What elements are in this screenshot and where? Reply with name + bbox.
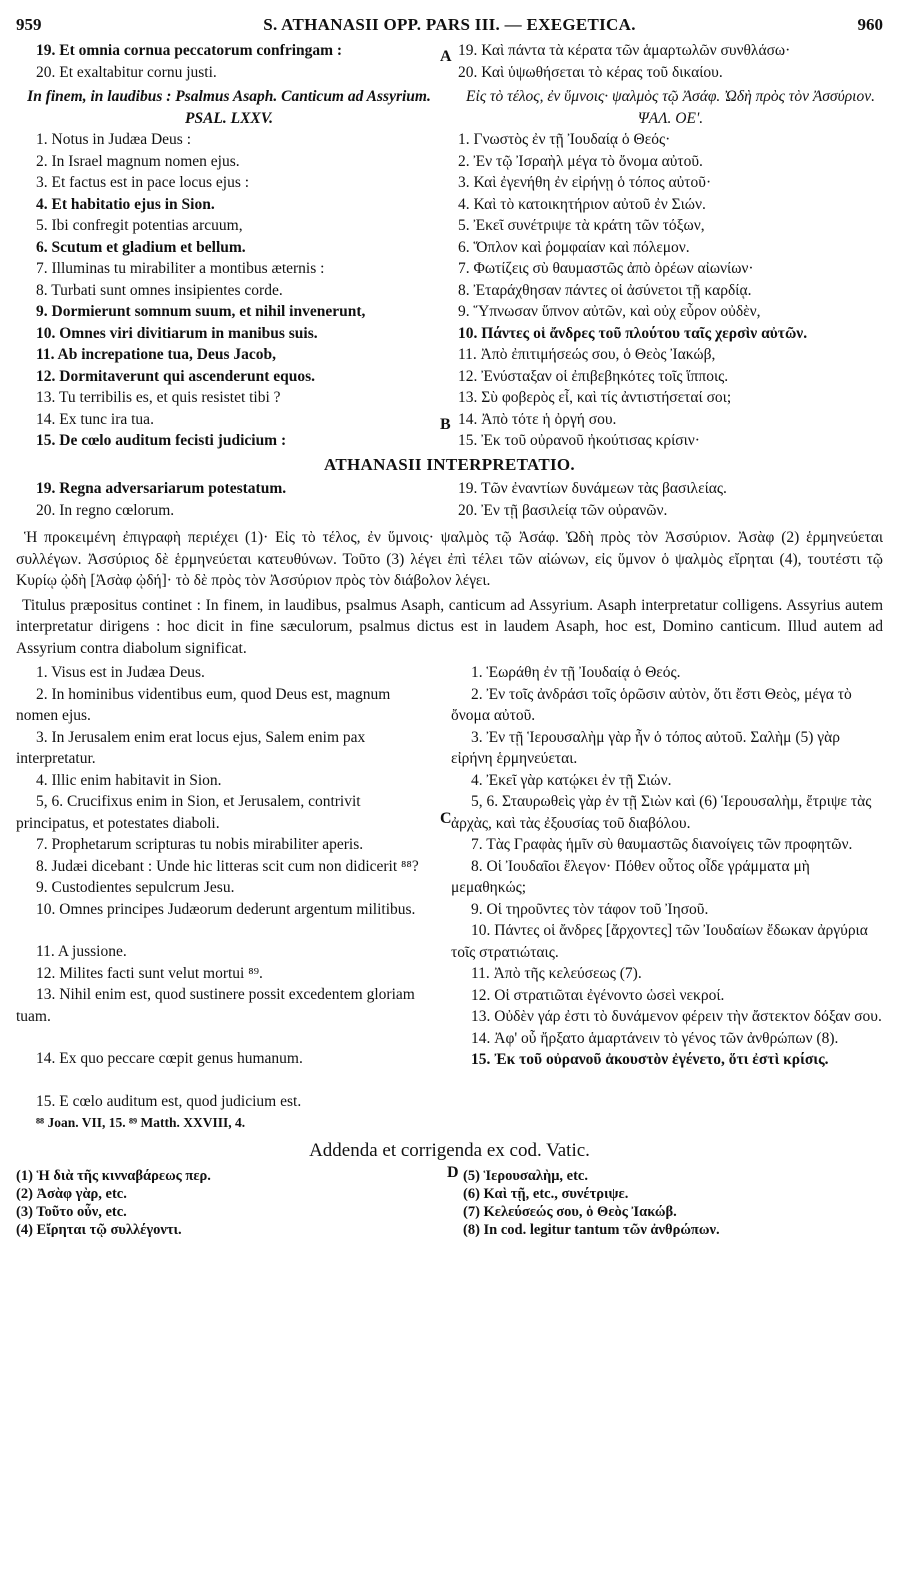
latin-verse: 19. Regna adversariarum potestatum. xyxy=(36,480,287,497)
greek-commentary-verse: 3. Ἐν τῇ Ἱερουσαλὴμ γὰρ ἦν ὁ τόπος αὐτοῦ. Σαλὴμ (5) γὰρ εἰρήνη ἑρμηνεύεται. xyxy=(451,728,840,767)
verse-row xyxy=(16,500,883,522)
greek-commentary-verse: 14. Ἀφ' οὗ ἤρξατο ἁμαρτάνειν τὸ γένος τῶν ἀνθρώπων (8). xyxy=(471,1029,839,1047)
greek-commentary-verse: 11. Ἀπὸ τῆς κελεύσεως (7). xyxy=(471,965,642,982)
greek-verse: 2. Ἐν τῷ Ἰσραὴλ μέγα τὸ ὄνομα αὐτοῦ. xyxy=(458,152,703,170)
margin-marker-c: C xyxy=(440,810,452,827)
latin-verse: 2. In Israel magnum nomen ejus. xyxy=(36,152,240,170)
greek-verse: 1. Γνωστὸς ἐν τῇ Ἰουδαίᾳ ὁ Θεός· xyxy=(458,131,671,148)
greek-verse: 4. Καὶ τὸ κατοικητήριον αὐτοῦ ἐν Σιών. xyxy=(458,195,706,213)
greek-commentary-verse: 10. Πάντες οἱ ἄνδρες [ἄρχοντες] τῶν Ἰουδαίων ἔδωκαν ἀργύρια τοῖς στρατιώταις. xyxy=(451,922,868,961)
latin-commentary-verse: 10. Omnes principes Judæorum dederunt argentum militibus. xyxy=(36,900,416,918)
greek-commentary-verse: 13. Οὐδὲν γάρ ἐστι τὸ δυνάμενον φέρειν τὴν ἄστεκτον δόξαν σου. xyxy=(471,1008,882,1025)
commentary-columns xyxy=(16,662,883,1134)
latin-verse: 19. Et omnia cornua peccatorum confringam : xyxy=(36,42,343,59)
verse-row xyxy=(16,215,883,237)
latin-verse: 7. Illuminas tu mirabiliter a montibus æternis : xyxy=(36,260,325,277)
greek-verse: 7. Φωτίζεις σὺ θαυμαστῶς ἀπὸ ὀρέων αἰωνίων· xyxy=(458,260,754,277)
latin-verse: 11. Ab increpatione tua, Deus Jacob, xyxy=(36,346,276,363)
latin-commentary-verse: 11. A jussione. xyxy=(36,943,127,960)
greek-commentary-verse: 9. Οἱ τηροῦντες τὸν τάφον τοῦ Ἰησοῦ. xyxy=(471,900,709,918)
verse-row xyxy=(16,478,883,500)
addenda-right-column xyxy=(463,1167,883,1239)
running-title: S. ATHANASII OPP. PARS III. — EXEGETICA. xyxy=(263,15,636,34)
page-number-right: 960 xyxy=(857,15,883,34)
greek-verse: 15. Ἐκ τοῦ οὐρανοῦ ἠκούτισας κρίσιν· xyxy=(458,432,700,449)
greek-verse: 13. Σὺ φοβερὸς εἶ, καὶ τίς ἀντιστήσεταί σοι; xyxy=(458,389,732,406)
latin-commentary-verse: 15. E cœlo auditum est, quod judicium est. xyxy=(36,1092,302,1110)
greek-commentary-verse: 1. Ἑωράθη ἐν τῇ Ἰουδαίᾳ ὁ Θεός. xyxy=(471,664,681,681)
verse-row xyxy=(16,301,883,323)
greek-verse: 5. Ἐκεῖ συνέτριψε τὰ κράτη τῶν τόξων, xyxy=(458,217,705,234)
verse-row xyxy=(16,344,883,366)
psalm-title xyxy=(16,86,883,129)
greek-verse: 10. Πάντες οἱ ἄνδρες τοῦ πλούτου ταῖς χερσὶν αὐτῶν. xyxy=(458,324,808,342)
latin-commentary-verse: 1. Visus est in Judæa Deus. xyxy=(36,664,205,681)
latin-verse: 3. Et factus est in pace locus ejus : xyxy=(36,174,250,191)
latin-verse: 8. Turbati sunt omnes insipientes corde. xyxy=(36,281,283,299)
latin-commentary-verse: 9. Custodientes sepulcrum Jesu. xyxy=(36,879,235,896)
addenda-heading: Addenda et corrigenda ex cod. Vatic. xyxy=(309,1139,590,1161)
greek-commentary-verse: 15. Ἐκ τοῦ οὐρανοῦ ἀκουστὸν ἐγένετο, ὅτι ἐστὶ κρίσις. xyxy=(471,1051,829,1068)
greek-commentary-verse: 7. Τὰς Γραφὰς ἡμῖν σὺ θαυμαστῶς διανοίγεις τῶν προφητῶν. xyxy=(471,836,853,853)
greek-commentary-column xyxy=(451,662,883,1134)
greek-verse: 11. Ἀπὸ ἐπιτιμήσεώς σου, ὁ Θεὸς Ἰακώβ, xyxy=(458,346,716,363)
greek-commentary-verse: 8. Οἱ Ἰουδαῖοι ἔλεγον· Πόθεν οὗτος οἶδε γράμματα μὴ μεμαθηκώς; xyxy=(451,857,810,896)
addenda-item: (2) Ἀσὰφ γὰρ, etc. xyxy=(16,1186,127,1202)
latin-commentary-verse: 7. Prophetarum scripturas tu nobis mirabiliter aperis. xyxy=(36,836,364,853)
greek-verse: 9. Ὕπνωσαν ὕπνον αὐτῶν, καὶ οὐχ εὗρον οὐδὲν, xyxy=(458,303,761,320)
greek-verse: 3. Καὶ ἐγενήθη ἐν εἰρήνῃ ὁ τόπος αὐτοῦ· xyxy=(458,174,712,191)
latin-commentary-column xyxy=(16,662,436,1134)
greek-verse: 12. Ἐνύσταξαν οἱ ἐπιβεβηκότες τοῖς ἵπποις. xyxy=(458,367,729,385)
psalm-75-verses xyxy=(16,129,883,452)
latin-verse: 14. Ex tunc ira tua. xyxy=(36,410,154,428)
latin-verse: 12. Dormitaverunt qui ascenderunt equos. xyxy=(36,367,316,385)
verse-row xyxy=(16,129,883,151)
verse-row xyxy=(16,280,883,302)
latin-verse: 4. Et habitatio ejus in Sion. xyxy=(36,195,215,213)
greek-verse: 14. Ἀπὸ τότε ἡ ὀργή σου. xyxy=(458,410,617,428)
addenda-item: (7) Κελεύσεώς σου, ὁ Θεὸς Ἰακώβ. xyxy=(463,1204,677,1220)
interpretatio-heading: ATHANASII INTERPRETATIO. xyxy=(324,454,575,474)
verse-row xyxy=(16,172,883,194)
verse-row xyxy=(16,387,883,409)
addenda-item: (5) Ἱερουσαλὴμ, etc. xyxy=(463,1168,588,1184)
psalm-title-row xyxy=(16,86,883,129)
latin-verse: 5. Ibi confregit potentias arcuum, xyxy=(36,217,243,234)
latin-verse: 13. Tu terribilis es, et quis resistet tibi ? xyxy=(36,389,281,406)
greek-commentary-verse: 4. Ἐκεῖ γὰρ κατῴκει ἐν τῇ Σιών. xyxy=(471,771,672,789)
greek-verse: 19. Τῶν ἐναντίων δυνάμεων τὰς βασιλείας. xyxy=(458,480,727,497)
addenda-item: (3) Τοῦτο οὖν, etc. xyxy=(16,1204,127,1220)
verse-row xyxy=(16,258,883,280)
latin-commentary-verse: 5, 6. Crucifixus enim in Sion, et Jerusalem, contrivit principatus, et potestates diaboli. xyxy=(16,793,361,832)
latin-commentary-verse: 13. Nihil enim est, quod sustinere possit excedentem gloriam tuam. xyxy=(16,986,415,1025)
addenda-item: (4) Εἴρηται τῷ συλλέγοντι. xyxy=(16,1222,182,1238)
addenda-item: (8) In cod. legitur tantum τῶν ἀνθρώπων. xyxy=(463,1222,720,1238)
latin-verse: 20. In regno cœlorum. xyxy=(36,501,175,519)
verse-row xyxy=(16,323,883,345)
interpretatio-top-verses xyxy=(16,478,883,521)
greek-commentary-verse: 2. Ἐν τοῖς ἀνδράσι τοῖς ὁρῶσιν αὐτὸν, ὅτι ἔστι Θεὸς, μέγα τὸ ὄνομα αὐτοῦ. xyxy=(451,685,852,724)
latin-commentary-verse: 4. Illic enim habitavit in Sion. xyxy=(36,771,222,789)
addenda-left-column xyxy=(16,1167,436,1239)
latin-commentary-verse: 8. Judæi dicebant : Unde hic litteras scit cum non didicerit ⁸⁸? xyxy=(36,857,419,875)
verse-row xyxy=(16,237,883,259)
footnote: ⁸⁸ Joan. VII, 15. ⁸⁹ Matth. XXVIII, 4. xyxy=(36,1115,246,1130)
verse-row xyxy=(16,366,883,388)
latin-verse: 15. De cœlo auditum fecisti judicium : xyxy=(36,432,287,449)
greek-commentary-verse: 12. Οἱ στρατιῶται ἐγένοντο ὡσεὶ νεκροί. xyxy=(471,986,725,1004)
latin-verse: 6. Scutum et gladium et bellum. xyxy=(36,238,246,256)
margin-marker-a: A xyxy=(440,48,452,65)
latin-verse: 1. Notus in Judæa Deus : xyxy=(36,131,191,148)
page-number-left: 959 xyxy=(16,15,42,34)
latin-verse: 20. Et exaltabitur cornu justi. xyxy=(36,63,217,81)
greek-verse: 8. Ἐταράχθησαν πάντες οἱ ἀσύνετοι τῇ καρδίᾳ. xyxy=(458,281,752,299)
greek-commentary-verse: 5, 6. Σταυρωθεὶς γὰρ ἐν τῇ Σιὼν καὶ (6) Ἱερουσαλὴμ, ἔτριψε τὰς ἀρχὰς, καὶ τὰς ἐξουσίας τοῦ διαβόλου. xyxy=(451,793,872,832)
latin-title-commentary: Titulus præpositus continet : In finem, in laudibus, psalmus Asaph, canticum ad Assyrium. Asaph interpretatur colligens. Assyrius autem interpretatur dirigens : hoc dicit in fine sæculorum, psalmus dictus est in laudem Asaph, hoc est, Domino canticum. Illud autem ad Assyrium contra diabolum significat. xyxy=(16,596,883,657)
verse-row xyxy=(16,194,883,216)
latin-commentary-verse: 12. Milites facti sunt velut mortui ⁸⁹. xyxy=(36,964,263,982)
running-header xyxy=(16,14,883,40)
greek-verse: 6. Ὅπλον καὶ ῥομφαίαν καὶ πόλεμον. xyxy=(458,238,690,256)
addenda-item: (1) Ἡ διὰ τῆς κινναβάρεως περ. xyxy=(16,1168,211,1184)
addenda-item: (6) Καὶ τῇ, etc., συνέτριψε. xyxy=(463,1186,629,1202)
margin-marker-b: B xyxy=(440,416,451,433)
latin-verse: 9. Dormierunt somnum suum, et nihil invenerunt, xyxy=(36,303,366,320)
latin-psalm-title: In finem, in laudibus : Psalmus Asaph. Canticum ad Assyrium. PSAL. LXXV. xyxy=(27,88,431,127)
latin-commentary-verse: 3. In Jerusalem enim erat locus ejus, Salem enim pax interpretatur. xyxy=(16,728,366,767)
verse-row xyxy=(16,151,883,173)
greek-verse: 19. Καὶ πάντα τὰ κέρατα τῶν ἁμαρτωλῶν συνθλάσω· xyxy=(458,42,791,59)
greek-title-commentary: Ἡ προκειμένη ἐπιγραφὴ περιέχει (1)· Εἰς τὸ τέλος, ἐν ὕμνοις· ψαλμὸς τῷ Ἀσάφ. Ὠδὴ πρὸς τὸν Ἀσσύριον. Ἀσὰφ (2) ἑρμηνεύεται συλλέγων. Ἀσσύριος δὲ ἑρμηνεύεται κατευθύνων. Τοῦτο (3) λέγει ἐπὶ τέλει τῶν αἰώνων, εἰς ὕμνον ὁ ψαλμὸς εἴρηται (4), τουτέστι τῷ Κυρίῳ ᾠδὴ [Ἀσὰφ ᾠδή]· τὸ δὲ πρὸς τὸν Ἀσσύριον πρὸς τὸν διάβολον λέγει. xyxy=(16,529,883,589)
latin-commentary-verse: 2. In hominibus videntibus eum, quod Deus est, magnum nomen ejus. xyxy=(16,685,391,724)
margin-marker-d: D xyxy=(447,1164,459,1181)
greek-psalm-title: Εἰς τὸ τέλος, ἐν ὕμνοις· ψαλμὸς τῷ Ἀσάφ. Ὠδὴ πρὸς τὸν Ἀσσύριον. ΨΑΛ. ΟΕ'. xyxy=(466,88,875,127)
greek-verse: 20. Καὶ ὑψωθήσεται τὸ κέρας τοῦ δικαίου. xyxy=(458,63,723,81)
greek-verse: 20. Ἐν τῇ βασιλείᾳ τῶν οὐρανῶν. xyxy=(458,501,668,519)
latin-commentary-verse: 14. Ex quo peccare cœpit genus humanum. xyxy=(36,1050,303,1067)
latin-verse: 10. Omnes viri divitiarum in manibus suis. xyxy=(36,324,318,342)
